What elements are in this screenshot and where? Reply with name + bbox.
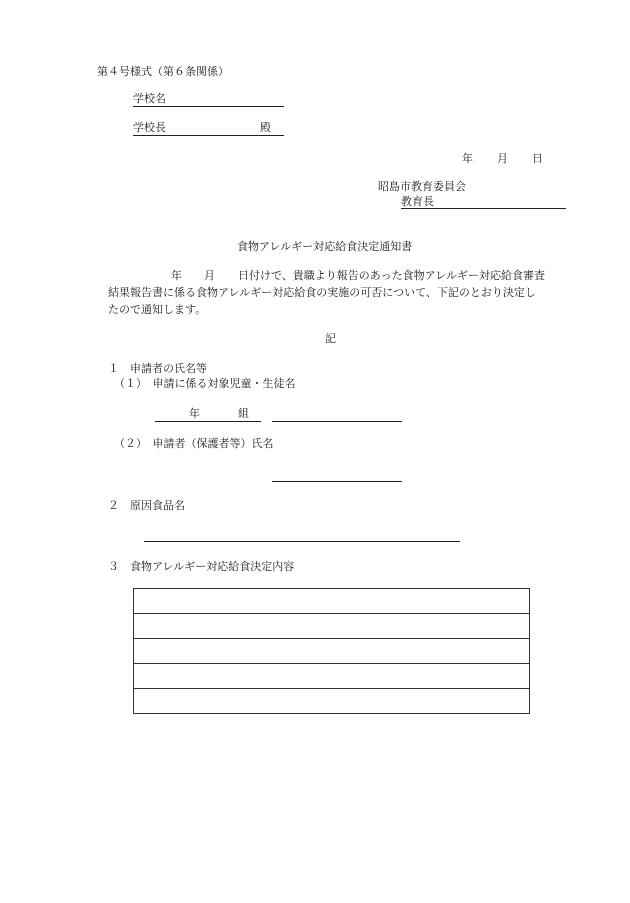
table-row	[134, 689, 530, 714]
body-line-2: 結果報告書に係る食物アレルギー対応給食の実施の可否について、下記のとおり決定し	[108, 286, 536, 299]
body-line-3: たので通知します。	[108, 303, 207, 316]
grade-class-field[interactable]	[155, 421, 261, 422]
table-cell[interactable]	[134, 639, 530, 664]
body-line-1: 日付けで、貴職より報告のあった食物アレルギー対応給食審査	[238, 269, 545, 282]
table-cell[interactable]	[134, 664, 530, 689]
student-name-field[interactable]	[272, 421, 402, 422]
grade-label: 年	[189, 407, 200, 420]
section1-sub1: （１） 申請に係る対象児童・生徒名	[114, 377, 296, 390]
section1-sub2: （２） 申請者（保護者等）氏名	[114, 437, 274, 450]
table-row	[134, 639, 530, 664]
ki-marker: 記	[325, 332, 336, 345]
body-year: 年	[171, 269, 182, 282]
class-label: 組	[238, 407, 249, 420]
table-row	[134, 614, 530, 639]
date-day: 日	[532, 152, 543, 165]
date-month: 月	[497, 152, 508, 165]
school-name-field[interactable]	[133, 106, 284, 107]
principal-name-field[interactable]	[133, 135, 284, 136]
form-number: 第４号様式（第６条関係）	[97, 65, 229, 78]
table-cell[interactable]	[134, 689, 530, 714]
table-row	[134, 589, 530, 614]
table-cell[interactable]	[134, 614, 530, 639]
allergen-food-field[interactable]	[144, 541, 460, 542]
table-row	[134, 664, 530, 689]
body-month: 月	[204, 269, 215, 282]
sender-title: 教育長	[401, 195, 434, 208]
school-name-label: 学校名	[133, 92, 166, 105]
section2-heading: ２ 原因食品名	[108, 499, 185, 512]
sender-organization: 昭島市教育委員会	[378, 180, 466, 193]
honorific-dono: 殿	[260, 121, 271, 134]
principal-label: 学校長	[133, 121, 166, 134]
decision-content-table	[133, 588, 530, 714]
sender-name-field[interactable]	[401, 208, 566, 209]
applicant-name-field[interactable]	[272, 481, 402, 482]
section1-heading: １ 申請者の氏名等	[108, 362, 207, 375]
date-year: 年	[462, 152, 473, 165]
document-title: 食物アレルギー対応給食決定通知書	[237, 240, 413, 253]
section3-heading: ３ 食物アレルギー対応給食決定内容	[108, 560, 295, 573]
table-cell[interactable]	[134, 589, 530, 614]
